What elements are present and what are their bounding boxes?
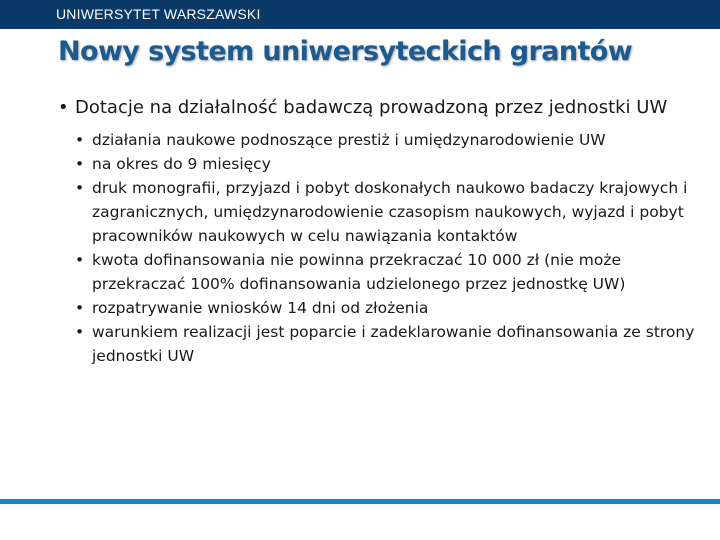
sub-bullet-text: kwota dofinansowania nie powinna przekraczać 10 000 zł (nie może przekraczać 100% dofinansowania udzielonego przez jednostkę UW) — [92, 251, 626, 293]
bullet-icon: • — [75, 323, 85, 341]
university-name: UNIWERSYTET WARSZAWSKI — [56, 6, 261, 22]
slide-content — [58, 96, 698, 368]
bullet-icon: • — [75, 155, 85, 173]
main-bullet-text: Dotacje na działalność badawczą prowadzoną przez jednostki UW — [75, 97, 668, 118]
sub-bullet — [75, 248, 698, 296]
sub-bullet-text: druk monografii, przyjazd i pobyt doskonałych naukowo badaczy krajowych i zagranicznych, umiędzynarodowienie czasopism naukowych, wyjazd i pobyt pracowników naukowych w celu nawiązania kontaktów — [92, 179, 688, 245]
slide-title: Nowy system uniwersyteckich grantów — [58, 36, 633, 67]
sub-bullet-list — [75, 128, 698, 368]
bullet-icon: • — [75, 299, 85, 317]
sub-bullet — [75, 296, 698, 320]
footer-accent-line — [0, 499, 720, 504]
sub-bullet-text: na okres do 9 miesięcy — [92, 155, 271, 173]
header-bar — [0, 0, 720, 29]
sub-bullet-text: działania naukowe podnoszące prestiż i umiędzynarodowienie UW — [92, 131, 606, 149]
bullet-icon: • — [75, 179, 85, 197]
sub-bullet-text: warunkiem realizacji jest poparcie i zadeklarowanie dofinansowania ze strony jednostki UW — [92, 323, 695, 365]
sub-bullet — [75, 176, 698, 248]
sub-bullet — [75, 320, 698, 368]
bullet-icon: • — [58, 97, 69, 118]
sub-bullet-text: rozpatrywanie wniosków 14 dni od złożenia — [92, 299, 429, 317]
sub-bullet — [75, 128, 698, 152]
bullet-icon: • — [75, 131, 85, 149]
bullet-icon: • — [75, 251, 85, 269]
main-bullet — [58, 96, 698, 120]
sub-bullet — [75, 152, 698, 176]
